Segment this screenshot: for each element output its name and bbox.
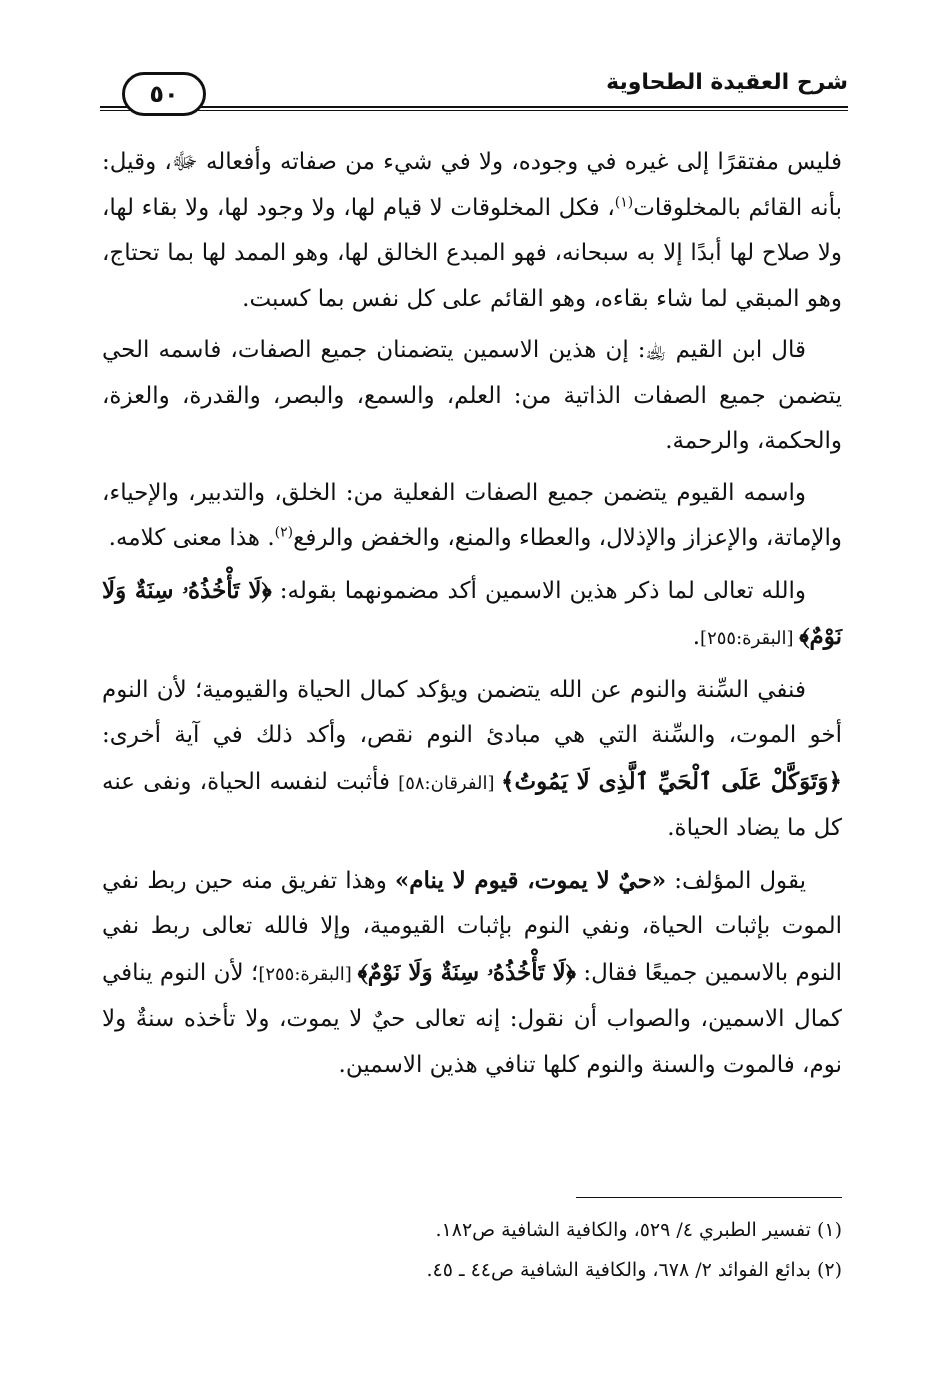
paragraph-6 (102, 858, 842, 1089)
page-header (100, 62, 848, 120)
page-number-badge (122, 72, 206, 116)
paragraph-3-text-a: واسمه القيوم يتضمن جميع الصفات الفعلية من: الخلق، والتدبير، والإحياء، والإماتة، والإعزاز والإذلال، والعطاء والمنع، والخفض والرفع (102, 479, 842, 551)
verse-citation: [الفرقان:٥٨] (398, 772, 502, 794)
paragraph-2-text: قال ابن القيم ﵀: إن هذين الاسمين يتضمنان جميع الصفات، فاسمه الحي يتضمن جميع الصفات الذاتية من: العلم، والسمع، والبصر، والقدرة، والعزة، والحكمة، والرحمة. (102, 337, 842, 454)
footnotes (112, 1210, 842, 1290)
paragraph-1 (102, 140, 842, 322)
running-title: شرح العقيدة الطحاوية (606, 70, 848, 95)
paragraph-1-text-a: فليس مفتقرًا إلى غيره في وجوده، ولا في شيء من صفاته وأفعاله ﷻ، وقيل: بأنه القائم بالمخلوقات (102, 149, 842, 221)
paragraph-4-text-b: . (692, 624, 701, 650)
quran-quote: ﴿لَا تَأْخُذُهُۥ سِنَةٌ وَلَا نَوْمٌ﴾ (102, 576, 842, 650)
paragraph-2 (102, 328, 842, 465)
paragraph-5-text-b: فأثبت لنفسه الحياة، ونفى عنه كل ما يضاد الحياة. (102, 768, 842, 841)
page-number: ٥٠ (149, 80, 179, 108)
footnote-ref-1: (١) (614, 193, 634, 210)
paragraph-6-text-b: وهذا تفريق منه حين ربط نفي الموت بإثبات الحياة، ونفي النوم بإثبات القيومية، وإلا فالله تعالى ربط نفي النوم بالاسمين جميعًا فقال: (102, 867, 842, 986)
footnote-1: (١) تفسير الطبري ٤/ ٥٢٩، والكافية الشافية ص١٨٢. (435, 1219, 842, 1241)
paragraph-3-text-b: . هذا معنى كلامه. (108, 525, 275, 551)
paragraph-4 (102, 568, 842, 662)
paragraph-4-text-a: والله تعالى لما ذكر هذين الاسمين أكد مضمونهما بقوله: (271, 577, 806, 604)
footnote-2: (٢) بدائع الفوائد ٢/ ٦٧٨، والكافية الشافية ص٤٤ ـ ٤٥. (426, 1259, 842, 1281)
paragraph-5 (102, 668, 842, 852)
footnote-ref-2: (٢) (274, 524, 294, 541)
quran-quote: ﴿وَتَوَكَّلْ عَلَى ٱلْحَيِّ ٱلَّذِى لَا يَمُوتُ﴾ (501, 767, 842, 795)
paragraph-3 (102, 471, 842, 562)
header-rule (100, 106, 848, 108)
header-rule-thin (100, 110, 848, 111)
footnote-separator (576, 1197, 842, 1198)
main-text (102, 140, 842, 1094)
author-quote: «حيٌ لا يموت، قيوم لا ينام» (394, 866, 667, 894)
quran-quote: ﴿لَا تَأْخُذُهُۥ سِنَةٌ وَلَا نَوْمٌ﴾ (357, 958, 576, 986)
paragraph-6-text-c: ؛ لأن النوم ينافي كمال الاسمين، والصواب أن نقول: إنه تعالى حيٌ لا يموت، ولا تأخذه سنةٌ ولا نوم، فالموت والسنة والنوم كلها تنافي هذين الاسمين. (102, 959, 842, 1078)
verse-citation: [البقرة:٢٥٥] (700, 628, 800, 649)
verse-citation: [البقرة:٢٥٥] (258, 963, 358, 985)
paragraph-6-text-a: يقول المؤلف: (666, 867, 806, 894)
paragraph-1-text-b: ، فكل المخلوقات لا قيام لها، ولا وجود لها، ولا بقاء لها، ولا صلاح لها أبدًا إلا به سبحانه، فهو المبدع الخالق لها، وهو الممد لها بما تحتاج، وهو المبقي لما شاء بقاءه، وهو القائم على كل نفس بما كسبت. (102, 194, 842, 312)
paragraph-5-text-a: فنفي السِّنة والنوم عن الله يتضمن ويؤكد كمال الحياة والقيومية؛ لأن النوم أخو الموت، والسِّنة التي هي مبادئ النوم نقص، وأكد ذلك في آية أخرى: (102, 676, 842, 748)
